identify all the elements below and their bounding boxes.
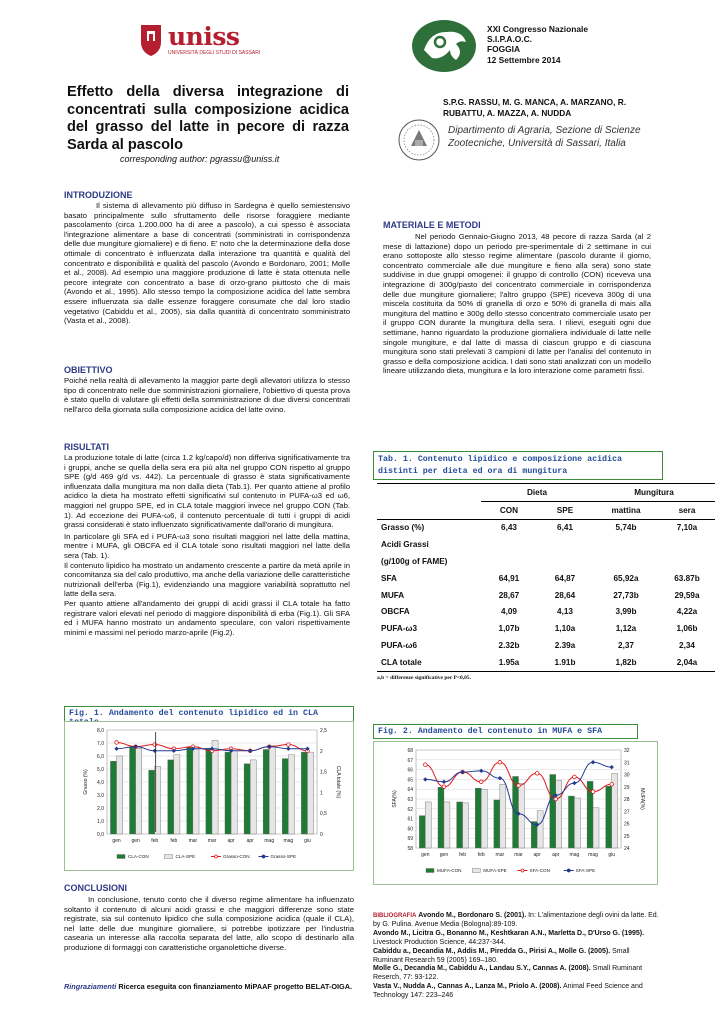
table1-cell: 2.32b bbox=[498, 641, 520, 651]
y-tick-label: 0,0 bbox=[97, 832, 104, 838]
y2-tick-label: 1 bbox=[320, 790, 323, 797]
table1-cell: 6,41 bbox=[557, 523, 573, 533]
x-tick-label: gen bbox=[439, 852, 449, 858]
y-tick-label: 64 bbox=[407, 787, 413, 794]
table1-cell: 5,74b bbox=[615, 523, 637, 533]
sheep-emblem-icon bbox=[410, 18, 478, 74]
bar bbox=[307, 752, 313, 834]
table1-cell: 28,67 bbox=[498, 590, 520, 600]
x-tick-label: mar bbox=[188, 838, 198, 844]
y-axis-label: Grasso (%) bbox=[83, 769, 89, 795]
y2-tick-label: 0 bbox=[320, 832, 323, 838]
bibliografia-entry bbox=[373, 930, 659, 948]
legend-label: SFA-CON bbox=[529, 868, 550, 873]
introduzione-heading: INTRODUZIONE bbox=[64, 190, 133, 200]
table1 bbox=[377, 483, 715, 681]
y2-tick-label: 32 bbox=[624, 748, 630, 754]
bibliografia-label: BIBLIOGRAFIA bbox=[373, 913, 417, 919]
x-tick-label: mar bbox=[514, 852, 523, 858]
line-point bbox=[535, 771, 539, 775]
fig2-chart bbox=[374, 742, 657, 884]
table1-cell: 64,91 bbox=[498, 573, 520, 583]
x-tick-label: gen bbox=[112, 838, 121, 844]
table1-cell: 2,37 bbox=[618, 641, 634, 651]
y-tick-label: 59 bbox=[407, 836, 413, 843]
y2-axis-label: CLA totale (%) bbox=[335, 765, 341, 799]
legend-label: CLA-CON bbox=[128, 854, 149, 859]
legend-label: CLA-SPE bbox=[175, 854, 196, 859]
bar bbox=[244, 764, 250, 834]
congress-line: S.I.P.A.O.C. bbox=[487, 34, 532, 45]
table1-cell bbox=[659, 553, 715, 570]
x-tick-label: apr bbox=[552, 852, 560, 858]
table1-cell bbox=[481, 553, 537, 570]
obiettivo-heading: OBIETTIVO bbox=[64, 365, 113, 375]
risultati-text bbox=[64, 453, 350, 637]
table1-cell: 63.87b bbox=[674, 573, 700, 583]
table1-cell bbox=[659, 536, 715, 553]
y2-tick-label: 29 bbox=[624, 784, 630, 791]
x-tick-label: gen bbox=[131, 838, 140, 844]
y2-tick-label: 30 bbox=[624, 772, 630, 779]
poster-title: Effetto della diversa integrazione di concentrati sulla composizione acidica del grasso del latte in pecore di razza Sarda al pascolo bbox=[67, 84, 349, 153]
bibliografia-entry bbox=[373, 948, 659, 966]
table1-col-header: CON bbox=[499, 505, 519, 515]
bibliografia-entry bbox=[373, 983, 659, 1001]
y-tick-label: 7,0 bbox=[97, 741, 104, 747]
bibliografia-authors: Avondo M., Bordonaro S. (2001). bbox=[418, 912, 527, 919]
x-tick-label: mar bbox=[207, 838, 217, 844]
uniss-logo bbox=[138, 22, 268, 58]
y-tick-label: 6,0 bbox=[97, 754, 104, 760]
bar bbox=[475, 788, 481, 848]
legend-label: Grasso-CON bbox=[223, 854, 250, 859]
bar bbox=[130, 747, 136, 834]
table1-row bbox=[377, 536, 715, 553]
line-point bbox=[591, 790, 595, 794]
department-seal bbox=[397, 118, 441, 162]
bar bbox=[556, 780, 562, 848]
table1-cell: 27,73b bbox=[613, 590, 639, 600]
congress-info bbox=[487, 24, 588, 65]
line-point bbox=[424, 763, 428, 767]
y-tick-label: 66 bbox=[407, 767, 413, 774]
bar bbox=[282, 759, 288, 834]
logo-wordmark: uniss bbox=[168, 22, 240, 51]
y2-tick-label: 31 bbox=[624, 760, 630, 767]
table1-row bbox=[377, 587, 715, 604]
bar bbox=[425, 802, 431, 848]
legend-marker bbox=[521, 869, 524, 872]
x-tick-label: gen bbox=[421, 852, 430, 858]
ringraziamenti-label: Ringraziamenti bbox=[64, 982, 117, 991]
bar bbox=[457, 802, 463, 848]
risultati-heading: RISULTATI bbox=[64, 442, 109, 452]
y2-tick-label: 24 bbox=[624, 846, 630, 852]
congress-line: 12 Settembre 2014 bbox=[487, 54, 561, 65]
y2-axis-label: MUFA(%) bbox=[639, 788, 645, 810]
y2-tick-label: 2 bbox=[320, 748, 323, 755]
congress-line: XXI Congresso Nazionale bbox=[487, 24, 588, 34]
bar bbox=[438, 787, 444, 848]
legend-marker bbox=[262, 855, 265, 858]
y-tick-label: 4,0 bbox=[97, 780, 104, 786]
table1-cell: 4,09 bbox=[501, 607, 517, 617]
x-tick-label: apr bbox=[227, 838, 235, 844]
bar bbox=[568, 796, 574, 848]
fig1-caption: Fig. 1. Andamento del contenuto lipidico ed in CLA bbox=[64, 706, 354, 730]
congress-line: FOGGIA bbox=[487, 44, 521, 55]
legend-swatch bbox=[426, 869, 434, 873]
bar bbox=[269, 746, 275, 834]
department-line: Dipartimento di Agraria, Sezione di Scienze bbox=[448, 125, 641, 136]
table1-cell: 2,34 bbox=[679, 641, 695, 651]
y-tick-label: 8,0 bbox=[97, 728, 104, 734]
table1-cell bbox=[481, 536, 537, 553]
x-tick-label: giu bbox=[304, 838, 311, 844]
table1-cell: 1,07b bbox=[498, 624, 520, 634]
y2-tick-label: 2,5 bbox=[320, 728, 327, 734]
table1-row-label: SFA bbox=[381, 573, 397, 583]
table1-cell: 1,10a bbox=[554, 624, 576, 634]
bibliografia-source: Livestock Production Science, 44:237-344. bbox=[373, 938, 506, 946]
table1-cell bbox=[593, 553, 659, 570]
bibliografia-authors: Avondo M., Licitra G., Bonanno M., Keshtkaran A.N., Marletta D., D'Urso G. (1995). bbox=[373, 929, 645, 937]
fig2-caption: Fig. 2. Andamento del contenuto in MUFA e SFA bbox=[373, 724, 638, 739]
bar bbox=[419, 816, 425, 848]
conclusioni-text: In conclusione, tenuto conto che il diverso regime alimentare ha influenzato soltanto il contenuto di alcuni acidi grassi e che maggiori differenze sono state registrate, sia sul contenuto lipidico che sulla composizione acidica (quale il CLA), nel latte delle due mungiture giornaliere, si potrebbe ipotizzare per l'industria casearia un interesse alla raccolta separata del latte, allo scopo di destinarlo alla produzione di formaggi con caratteristiche organolettiche diverse. bbox=[64, 895, 354, 952]
bar bbox=[301, 752, 307, 834]
y-tick-label: 67 bbox=[407, 757, 413, 764]
table1-group-header: Mungitura bbox=[593, 484, 715, 502]
table1-row-label: PUFA-ω3 bbox=[381, 624, 418, 634]
table1-cell: 3,99b bbox=[615, 607, 637, 617]
risultati-paragraph: La produzione totale di latte (circa 1.2 kg/capo/d) non differiva significativamente tra i gruppi, anche se quella della sera era più alta nel gruppo CON rispetto al gruppo SPE (g/d 469 g/d vs. 442). La percentuale di grasso è stata significativamente influenzata dalla mungitura ma non dalla dieta (Tab.1). Per quanto attiene al profilo acidico la dieta ha mostrato effetti significativi sul contenuto in PUFA-ω3 ed ω6, maggiori nel gruppo SPE, ed in CLA totale maggiori invece nel gruppo CON (Tab. 1). Ad eccezione dei PUFA-ω6, il contenuto percentuale di tutti i gruppi di acidi grassi considerati è stato influenzato significativamente dall'orario di mungitura. bbox=[64, 453, 350, 530]
x-tick-label: feb bbox=[151, 838, 159, 844]
y-tick-label: 61 bbox=[407, 816, 413, 823]
table1-cell: 6,43 bbox=[501, 523, 517, 533]
x-tick-label: giu bbox=[608, 852, 616, 858]
bar bbox=[500, 784, 506, 848]
table1-cell: 65,92a bbox=[613, 573, 639, 583]
fig1-chart bbox=[65, 722, 353, 870]
table1-cell: 1.91b bbox=[554, 657, 576, 667]
risultati-paragraph: In particolare gli SFA ed i PUFA-ω3 sono risultati maggiori nel latte della mattina, mentre i MUFA, gli OBCFA ed il CLA totale sono risultati maggiori nel latte della sera (Tab. 1). bbox=[64, 531, 350, 560]
x-tick-label: feb bbox=[477, 852, 485, 858]
line-point bbox=[479, 780, 483, 784]
bar bbox=[481, 789, 487, 848]
bar bbox=[494, 800, 500, 848]
x-tick-label: apr bbox=[533, 852, 541, 858]
y-tick-label: 1,0 bbox=[97, 819, 104, 825]
x-tick-label: mar bbox=[495, 852, 505, 858]
bar bbox=[168, 760, 174, 834]
materiale-heading: MATERIALE E METODI bbox=[383, 220, 481, 230]
y2-tick-label: 26 bbox=[624, 821, 630, 828]
legend-label: MUFA-CON bbox=[437, 868, 462, 873]
department bbox=[448, 124, 641, 150]
bar bbox=[606, 786, 612, 848]
y-axis-label: SFA(%) bbox=[392, 790, 398, 808]
table1-body bbox=[377, 519, 715, 671]
legend-label: MUFA-SPE bbox=[483, 868, 507, 873]
risultati-paragraph: Per quanto attiene all'andamento dei gruppi di acidi grassi il CLA totale ha fatto registrare valori elevati nel periodo di maggiore disponibilità di erba (Fig.1). Gli SFA ed i MUFA hanno mostrato un andamento speculare, con valori rispettivamente minimi e massimi nel periodo marzo-aprile (Fig.2). bbox=[64, 598, 350, 637]
table1-row-label: Grasso (%) bbox=[381, 523, 425, 533]
bar bbox=[550, 775, 556, 849]
university-seal-icon bbox=[397, 118, 441, 162]
line-point bbox=[610, 783, 614, 787]
bar bbox=[263, 750, 269, 835]
table1-cell: 4,13 bbox=[557, 607, 573, 617]
table1-cell: 28,64 bbox=[554, 590, 576, 600]
materiale-text: Nel periodo Gennaio-Giugno 2013, 48 pecore di razza Sarda (al 2 mese di lattazione) dopo un periodo pre-sperimentale di 2 settimane in cui erano sottoposte allo stesso regime alimentare (pascolo durante il giorno, concentrato commerciale alle due mungiture e fieno alla sera) sono state suddivise in due gruppi omogenei: il gruppo di controllo (CON) riceveva una integrazione di 300g/pasto del concentrato commerciale in corrispondenza delle due mungiture giornaliere; l'altro gruppo (SPE) riceveva 300g di una miscela costituita da 50% di granella di orzo e 50% di granella di mais alla mungitura del mattino e 300g dello stesso concentrato commerciale usato per il gruppo CON durante la mungitura della sera. I rilievi, eseguiti ogni due settimane, hanno riguardato la produzione giornaliera individuale di latte nelle singole mungiture, e dal latte di massa di ciascun gruppo e di ciascuna mungitura sono stati prelevati 3 campioni di latte per l'analisi del contenuto in grasso e della composizione acidica. I dati sono stati analizzati con un modello lineare utilizzando dieta, mungitura e la loro interazione come parametri fissi. bbox=[383, 232, 651, 376]
x-tick-label: feb bbox=[170, 838, 178, 844]
table1-cell: 4,22a bbox=[676, 607, 698, 617]
legend-marker bbox=[215, 855, 218, 858]
table1-row-label: CLA totale bbox=[381, 657, 422, 667]
y2-tick-label: 25 bbox=[624, 833, 630, 840]
legend-label: Grasso-SPE bbox=[270, 854, 297, 859]
bibliografia-source: In: L'alimentazione degli ovini da latte. Ed. by G. Pulina. Avenue Media (Bologna):89-109. bbox=[373, 912, 659, 928]
line-point bbox=[287, 743, 291, 747]
bibliografia-authors: Cabiddu a., Decandia M., Addis M., Piredda G., Pirisi A., Molle G. (2005). bbox=[373, 947, 611, 955]
line-point bbox=[517, 784, 521, 788]
bar bbox=[174, 755, 180, 834]
table1-cell: 1,06b bbox=[676, 624, 698, 634]
table1-cell bbox=[593, 536, 659, 553]
bar bbox=[231, 751, 237, 834]
y2-tick-label: 1,5 bbox=[320, 769, 327, 776]
table1-cell: 7,10a bbox=[676, 523, 698, 533]
bar bbox=[136, 748, 142, 834]
bibliografia-authors: Vasta V., Nudda A., Cannas A., Lanza M., Priolo A. (2008). bbox=[373, 983, 562, 991]
line-point bbox=[573, 775, 577, 779]
table1-row-label: (g/100g of FAME) bbox=[381, 557, 448, 567]
y2-tick-label: 27 bbox=[624, 809, 630, 816]
authors: S.P.G. RASSU, M. G. MANCA, A. MARZANO, R. RUBATTU, A. MAZZA, A. NUDDA bbox=[443, 97, 627, 118]
bar bbox=[574, 798, 580, 848]
table1-row bbox=[377, 553, 715, 570]
corresponding-author: corresponding author: pgrassu@uniss.it bbox=[120, 154, 280, 164]
y-tick-label: 65 bbox=[407, 777, 413, 784]
risultati-paragraph: Il contenuto lipidico ha mostrato un andamento crescente a partire da metà aprile in concomitanza sia del calo produttivo, ma anche della variazione delle caratteristiche nutrizionali dell'erba (Fig.1), evidenziando una maggiore variabilità soprattutto nel latte della sera. bbox=[64, 560, 350, 599]
bar bbox=[193, 747, 199, 834]
bibliografia-authors: Molle G., Decandia M., Cabiddu A., Landau S.Y., Cannas A. (2008). bbox=[373, 965, 591, 973]
bar bbox=[288, 755, 294, 834]
table1-col-header: mattina bbox=[611, 505, 641, 515]
ringraziamenti bbox=[64, 982, 354, 991]
table1-cell: 1,82b bbox=[615, 657, 637, 667]
legend-label: SFA-SPE bbox=[575, 868, 596, 873]
table1-row-label: PUFA-ω6 bbox=[381, 641, 418, 651]
line-point bbox=[442, 785, 446, 789]
table1-cell: 1,12a bbox=[615, 624, 637, 634]
table1-row bbox=[377, 654, 715, 671]
table1-cell: 64,87 bbox=[554, 573, 576, 583]
y-tick-label: 62 bbox=[407, 806, 413, 813]
table1-row bbox=[377, 604, 715, 621]
bar bbox=[117, 756, 123, 834]
table1-caption: Tab. 1. Contenuto lipidico e composizione acidica distinti per dieta ed ora di mungitura bbox=[373, 451, 663, 480]
bar bbox=[206, 748, 212, 834]
x-tick-label: feb bbox=[459, 852, 467, 858]
x-tick-label: mag bbox=[588, 852, 598, 858]
bibliografia-entry bbox=[373, 912, 659, 928]
line-point bbox=[554, 797, 558, 801]
table1-row-label: OBCFA bbox=[381, 607, 410, 617]
bibliografia-source: Small Ruminant Reserch, 77: 93-122. bbox=[373, 965, 643, 982]
table1-row bbox=[377, 570, 715, 587]
x-tick-label: mag bbox=[264, 838, 275, 844]
obiettivo-text: Poiché nella realtà di allevamento la maggior parte degli allevatori utilizza lo stesso tipo di concentrato nelle due somministrazioni giornaliere, l'obiettivo di questa prova è stato quello di valutare gli effetti della somministrazione di due diversi concentrati nell'arco della giornata sulla composizione acidica del latte ovino. bbox=[64, 376, 350, 414]
ringraziamenti-text: Ricerca eseguita con finanziamento MiPAAF progetto BELAT-OIGA. bbox=[118, 982, 353, 991]
bar bbox=[250, 760, 256, 834]
table1-row bbox=[377, 637, 715, 654]
legend-marker bbox=[567, 869, 570, 872]
bar bbox=[225, 752, 231, 834]
table1-cell: 2.39a bbox=[554, 641, 576, 651]
table1-row-label: MUFA bbox=[381, 590, 405, 600]
line-point bbox=[498, 760, 502, 764]
x-tick-label: mag bbox=[569, 852, 580, 858]
bar bbox=[110, 761, 116, 834]
legend-swatch bbox=[472, 869, 480, 873]
bar bbox=[149, 770, 155, 834]
table1-cell: 29,59a bbox=[674, 590, 700, 600]
bar bbox=[537, 811, 543, 848]
y2-tick-label: 0,5 bbox=[320, 811, 327, 818]
fig2-chart-frame bbox=[373, 741, 658, 885]
table1-col-header: sera bbox=[678, 505, 696, 515]
y-tick-label: 68 bbox=[407, 748, 413, 754]
y-tick-label: 2,0 bbox=[97, 806, 104, 812]
y-tick-label: 3,0 bbox=[97, 793, 104, 799]
table1-cell bbox=[537, 536, 593, 553]
bibliografia-list bbox=[373, 912, 659, 1001]
bar bbox=[444, 802, 450, 848]
y-tick-label: 63 bbox=[407, 797, 413, 803]
bar bbox=[463, 803, 469, 848]
introduzione-text: Il sistema di allevamento più diffuso in Sardegna è quello semiestensivo basato principalmente sullo sfruttamento delle risorse foraggiere mediante pascolamento (circa 1.200.000 ha di aree a pascolo), a cui spesso è associata l'integrazione alimentare a base di concentrati (somministrati in corrispondenza delle due mungiture giornaliere) e di fieno. E' noto che la determinazione della dose ottimale di concentrato è influenzata dalla interazione tra quantità e qualità del concentrato e disponibilità e qualità del pascolo (Avondo e Bordonaro, 2001; Molle et al., 2008). Ad esempio una maggiore produzione di latte è stata ottenuta nelle pecore integrate con concentrato a base di orzo-grano piuttosto che di mais (Avondo et al., 1995). Allo stesso tempo la composizione acidica del latte sembra essere influenzata sia dalle essenze foraggere consumate che dal loro stadio vegetativo (Cabiddu et al., 2005), sia dalla quantità di concentrato somministrato (Vasta et al., 2008). bbox=[64, 201, 350, 326]
table1-group-header: Dieta bbox=[481, 484, 593, 502]
sipaoc-logo bbox=[410, 18, 478, 74]
table1-row-label: Acidi Grassi bbox=[381, 540, 429, 550]
bar bbox=[593, 808, 599, 848]
fig1-chart-frame bbox=[64, 721, 354, 871]
y-tick-label: 60 bbox=[407, 826, 413, 833]
y-tick-label: 58 bbox=[407, 846, 413, 852]
table1-row bbox=[377, 620, 715, 637]
y-tick-label: 5,0 bbox=[97, 767, 104, 773]
table1-cell: 2,04a bbox=[676, 657, 698, 667]
table1-cell: 1.95a bbox=[498, 657, 520, 667]
x-tick-label: apr bbox=[246, 838, 254, 844]
bibliografia-source: Animal Feed Science and Technology 147: 223–246 bbox=[373, 983, 643, 1000]
table1-row bbox=[377, 519, 715, 536]
legend-swatch bbox=[165, 855, 173, 859]
line-point bbox=[115, 741, 119, 745]
table1-cell bbox=[537, 553, 593, 570]
conclusioni-heading: CONCLUSIONI bbox=[64, 883, 127, 893]
table1-note: a,b = differenze significative per P<0,05. bbox=[377, 674, 472, 681]
department-line: Zootecniche, Università di Sassari, Italia bbox=[448, 138, 626, 149]
bibliografia bbox=[373, 912, 659, 1001]
bar bbox=[212, 740, 218, 834]
bar bbox=[187, 747, 193, 834]
y2-tick-label: 28 bbox=[624, 797, 630, 803]
bibliografia-entry bbox=[373, 965, 659, 983]
table1-grid bbox=[377, 483, 715, 672]
logo-subtitle: UNIVERSITÀ DEGLI STUDI DI SASSARI bbox=[168, 50, 261, 56]
bibliografia-source: Small Ruminant Research 59 (2005) 169–180. bbox=[373, 947, 630, 964]
x-tick-label: mag bbox=[283, 838, 294, 844]
legend-swatch bbox=[117, 855, 125, 859]
table1-col-header: SPE bbox=[556, 505, 574, 515]
